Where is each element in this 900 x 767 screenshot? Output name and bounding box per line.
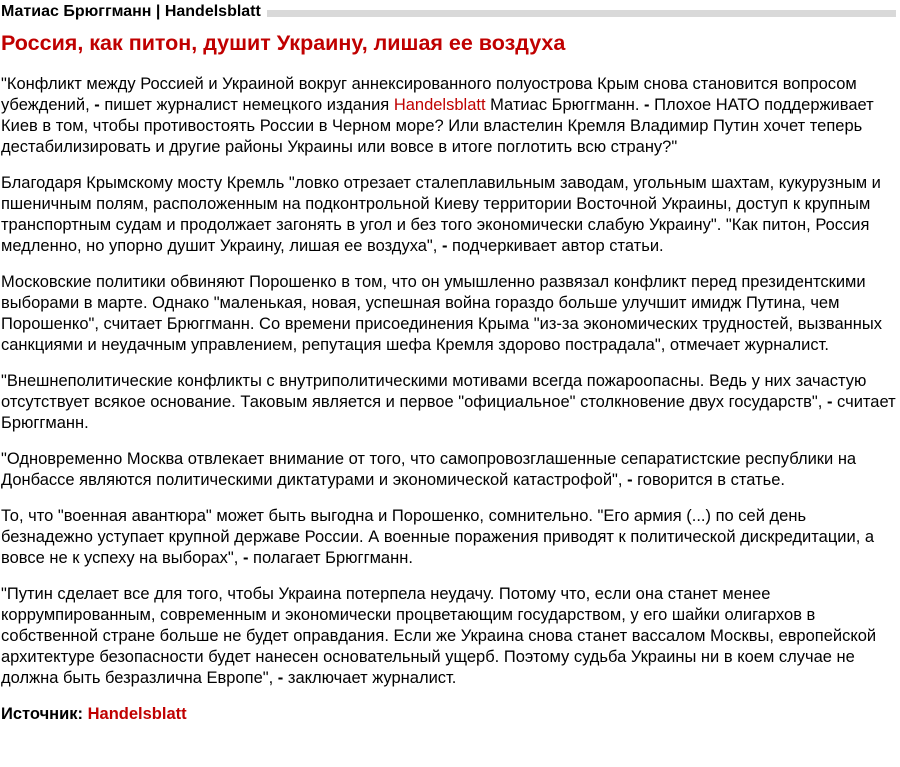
- handelsblatt-link[interactable]: Handelsblatt: [393, 96, 486, 114]
- source-label: Источник:: [1, 705, 84, 723]
- paragraph-3: Московские политики обвиняют Порошенко в том, что он умышленно развязал конфликт перед президентскими выборами в марте. Однако "маленькая, новая, успешная война гораздо больше улучшит имидж Путина, чем Порошенко", считает Брюггманн. Со времени присоединения Крыма "из-за экономических трудностей, вызванных санкциями и неудачным управлением, репутация шефа Кремля здорово пострадала", отмечает журналист.: [1, 273, 882, 354]
- byline-row: [1, 1, 896, 23]
- source-line: [1, 704, 896, 725]
- paragraph-7: "Путин сделает все для того, чтобы Украина потерпела неудачу. Потому что, если она станет менее коррумпированным, современным и экономически процветающим государством, у его шайки олигархов в собственной стране больше не будет оправдания. Если же Украина снова станет вассалом Москвы, европейской архитектуре безопасности будет нанесен основательный ущерб. Поэтому судьба Украины ни в коем случае не должна быть безразлична Европе", - заключает журналист.: [1, 585, 877, 687]
- paragraph-2: Благодаря Крымскому мосту Кремль "ловко отрезает сталеплавильным заводам, угольным шахтам, кукурузным и пшеничным полям, расположенным на подконтрольной Киеву территории Восточной Украины, доступ к крупным транспортным судам и продолжает загонять в угол и без того экономически слабую Украину". "Как питон, Россия медленно, но упорно душит Украину, лишая ее воздуха", - подчеркивает автор статьи.: [1, 174, 881, 255]
- paragraph-5: "Одновременно Москва отвлекает внимание от того, что самопровозглашенные сепаратистские республики на Донбассе являются политическими диктатурами и экономической катастрофой", - говорится в статье.: [1, 450, 857, 489]
- paragraph-6: То, что "военная авантюра" может быть выгодна и Порошенко, сомнительно. "Его армия (...) по сей день безнадежно уступает крупной державе России. А военные поражения приводят к политической дискредитации, а вовсе не к успеху на выборах", - полагает Брюггманн.: [1, 507, 875, 567]
- byline-divider: [267, 10, 896, 17]
- paragraph-4: "Внешнеполитические конфликты с внутриполитическими мотивами всегда пожароопасны. Ведь у них зачастую отсутствует всякое основание. Таковым является и первое "официальное" столкновение двух государств", - считает Брюггманн.: [1, 372, 896, 432]
- article-headline: Россия, как питон, душит Украину, лишая ее воздуха: [1, 31, 566, 55]
- source-link[interactable]: Handelsblatt: [87, 705, 187, 723]
- byline: Матиас Брюггманн | Handelsblatt: [1, 3, 261, 20]
- article: [0, 1, 900, 725]
- paragraph-1: "Конфликт между Россией и Украиной вокруг аннексированного полуострова Крым снова становится вопросом убеждений, - пишет журналист немецкого издания Handelsblatt Матиас Брюггманн. - Плохое НАТО поддерживает Киев в том, чтобы противостоять России в Черном море? Или властелин Кремля Владимир Путин хочет теперь дестабилизировать и другие районы Украины или вовсе в итоге поглотить всю страну?": [1, 75, 874, 156]
